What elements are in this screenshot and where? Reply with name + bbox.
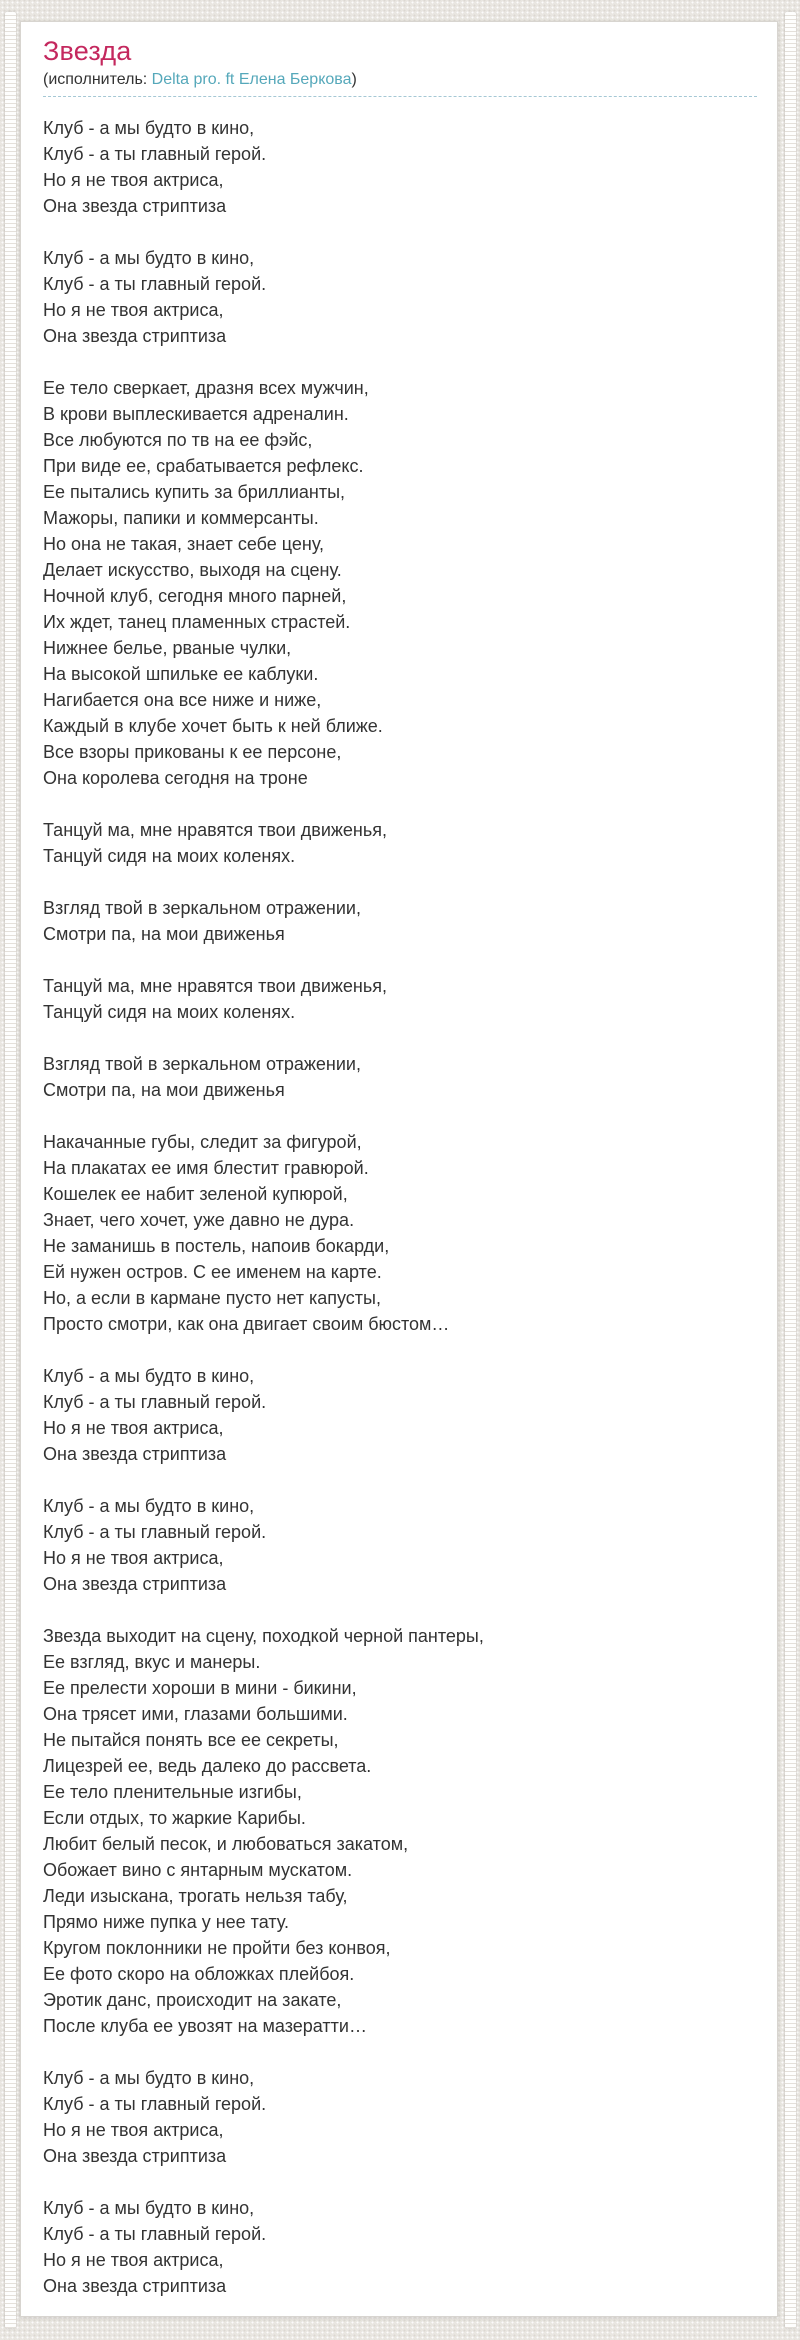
stanza: Взгляд твой в зеркальном отражении, Смотри па, на мои движенья <box>43 1054 361 1100</box>
stanza: Клуб - а мы будто в кино, Клуб - а ты главный герой. Но я не твоя актриса, Она звезда стриптиза <box>43 1366 267 1464</box>
lyrics-body <box>43 115 757 2299</box>
stanza: Танцуй ма, мне нравятся твои движенья, Танцуй сидя на моих коленях. <box>43 820 387 866</box>
stanza: Накачанные губы, следит за фигурой, На плакатах ее имя блестит гравюрой. Кошелек ее набит зеленой купюрой, Знает, чего хочет, уже давно не дура. Не заманишь в постель, напоив бокарди, Ей нужен остров. С ее именем на карте. Но, а если в кармане пусто нет капусты, Просто смотри, как она двигает своим бюстом… <box>43 1132 450 1334</box>
stanza: Клуб - а мы будто в кино, Клуб - а ты главный герой. Но я не твоя актриса, Она звезда стриптиза <box>43 2068 267 2166</box>
torn-paper-edge-left <box>5 12 16 2328</box>
stanza: Клуб - а мы будто в кино, Клуб - а ты главный герой. Но я не твоя актриса, Она звезда стриптиза <box>43 118 267 216</box>
artist-label-prefix: (исполнитель: <box>43 71 152 88</box>
artist-line <box>43 69 757 91</box>
stanza: Танцуй ма, мне нравятся твои движенья, Танцуй сидя на моих коленях. <box>43 976 387 1022</box>
artist-label-suffix: ) <box>351 71 357 88</box>
dashed-divider <box>43 96 757 97</box>
stanza: Звезда выходит на сцену, походкой черной пантеры, Ее взгляд, вкус и манеры. Ее прелести хороши в мини - бикини, Она трясет ими, глазами большими. Не пытайся понять все ее секреты, Лицезрей ее, ведь далеко до рассвета. Ее тело пленительные изгибы, Если отдых, то жаркие Карибы. Любит белый песок, и любоваться закатом, Обожает вино с янтарным мускатом. Леди изыскана, трогать нельзя табу, Прямо ниже пупка у нее тату. Кругом поклонники не пройти без конвоя, Ее фото скоро на обложках плейбоя. Эротик данс, происходит на закате, После клуба ее увозят на мазератти… <box>43 1626 484 2036</box>
stanza: Клуб - а мы будто в кино, Клуб - а ты главный герой. Но я не твоя актриса, Она звезда стриптиза <box>43 2198 267 2296</box>
song-title: Звезда <box>43 36 132 66</box>
stanza: Клуб - а мы будто в кино, Клуб - а ты главный герой. Но я не твоя актриса, Она звезда стриптиза <box>43 248 267 346</box>
torn-paper-edge-right <box>785 12 796 2328</box>
lyrics-card <box>20 21 778 2317</box>
stanza: Взгляд твой в зеркальном отражении, Смотри па, на мои движенья <box>43 898 361 944</box>
stanza: Клуб - а мы будто в кино, Клуб - а ты главный герой. Но я не твоя актриса, Она звезда стриптиза <box>43 1496 267 1594</box>
artist-link[interactable]: Delta pro. ft Елена Беркова <box>151 71 352 88</box>
stanza: Ее тело сверкает, дразня всех мужчин, В крови выплескивается адреналин. Все любуются по тв на ее фэйс, При виде ее, срабатывается рефлекс. Ее пытались купить за бриллианты, Мажоры, папики и коммерсанты. Но она не такая, знает себе цену, Делает искусство, выходя на сцену. Ночной клуб, сегодня много парней, Их ждет, танец пламенных страстей. Нижнее белье, рваные чулки, На высокой шпильке ее каблуки. Нагибается она все ниже и ниже, Каждый в клубе хочет быть к ней ближе. Все взоры прикованы к ее персоне, Она королева сегодня на троне <box>43 378 383 788</box>
